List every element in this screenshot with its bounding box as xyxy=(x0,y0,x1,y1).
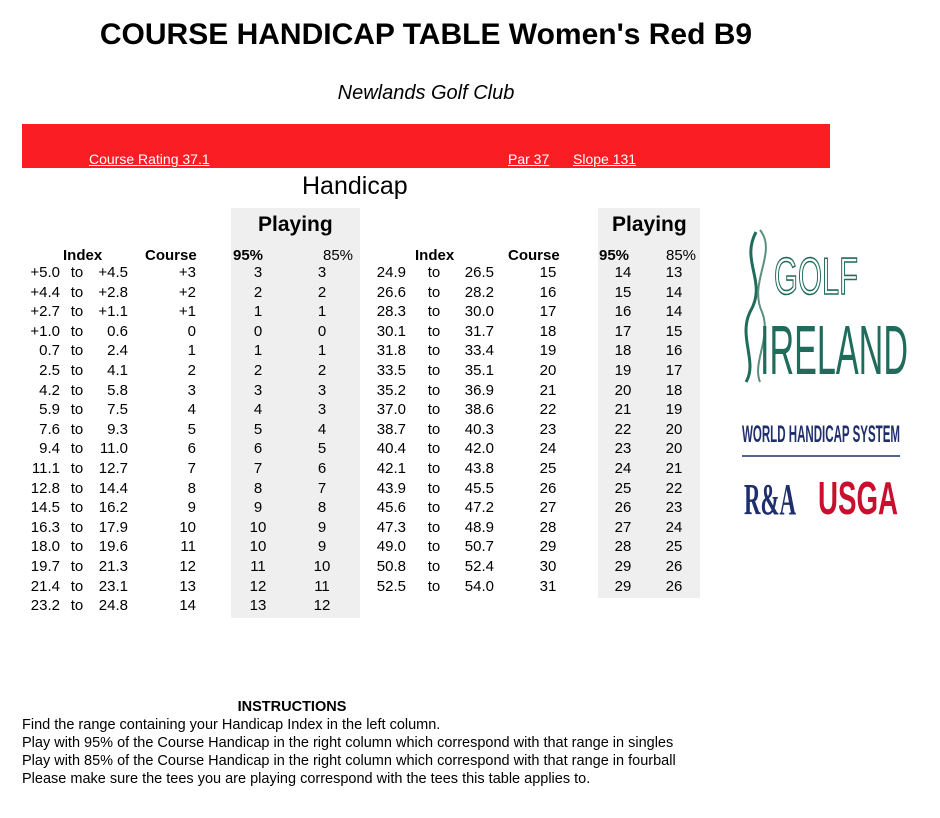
index-from: 18.0 xyxy=(30,538,60,556)
playing-95: 5 xyxy=(253,420,263,438)
index-from: 50.8 xyxy=(376,558,406,575)
index-from: 33.5 xyxy=(376,362,406,379)
instruction-line: Play with 95% of the Course Handicap in the right column which correspond with that range in singles xyxy=(22,735,674,751)
index-from: +5.0 xyxy=(30,264,60,281)
to-word: to xyxy=(70,460,84,477)
index-to: 21.3 xyxy=(98,558,128,575)
index-from: 4.2 xyxy=(39,381,60,399)
playing-95: 29 xyxy=(614,577,632,595)
playing-85: 9 xyxy=(317,538,327,556)
to-word: to xyxy=(70,420,84,438)
index-to: 47.2 xyxy=(464,499,494,517)
playing-85: 20 xyxy=(665,440,683,458)
playing-85: 8 xyxy=(317,499,327,517)
playing-95: 21 xyxy=(614,401,632,419)
index-from: 28.3 xyxy=(376,303,406,321)
index-from: 11.1 xyxy=(31,460,60,477)
course-handicap: +3 xyxy=(178,264,196,281)
index-from: 37.0 xyxy=(376,401,406,419)
to-word: to xyxy=(427,362,441,379)
playing-95: 28 xyxy=(614,538,632,556)
course-handicap: 26 xyxy=(539,479,557,497)
to-word: to xyxy=(70,538,84,556)
index-to: 24.8 xyxy=(98,597,128,615)
to-word: to xyxy=(70,577,84,595)
logo-usga-text: USGA xyxy=(818,472,898,524)
to-word: to xyxy=(427,518,441,536)
table-row xyxy=(0,578,940,597)
index-to: 31.7 xyxy=(464,322,494,340)
header-course-left: Course xyxy=(145,247,197,264)
index-to: 48.9 xyxy=(464,518,494,536)
index-from: 14.5 xyxy=(30,499,60,517)
instruction-line: Play with 85% of the Course Handicap in the right column which correspond with that range in fourball xyxy=(22,753,676,769)
index-to: 28.2 xyxy=(464,283,494,301)
playing-85: 3 xyxy=(317,401,327,419)
to-word: to xyxy=(427,420,441,438)
course-handicap: 7 xyxy=(187,460,196,477)
index-to: 17.9 xyxy=(98,518,128,536)
index-from: 0.7 xyxy=(39,342,60,360)
index-from: 21.4 xyxy=(30,577,60,595)
playing-95: 1 xyxy=(253,303,263,321)
playing-85: 7 xyxy=(317,479,327,497)
playing-85: 19 xyxy=(665,401,683,419)
playing-85: 5 xyxy=(317,440,327,458)
playing-95: 27 xyxy=(614,518,632,536)
index-to: 42.0 xyxy=(464,440,494,458)
playing-85: 9 xyxy=(317,518,327,536)
playing-85: 17 xyxy=(665,362,683,379)
playing-95: 8 xyxy=(253,479,263,497)
index-from: 43.9 xyxy=(376,479,406,497)
course-handicap: 18 xyxy=(539,322,557,340)
index-to: 9.3 xyxy=(107,420,128,438)
course-handicap: 23 xyxy=(539,420,557,438)
playing-95: 0 xyxy=(253,322,263,340)
to-word: to xyxy=(70,499,84,517)
course-handicap: 13 xyxy=(179,577,196,595)
to-word: to xyxy=(427,460,441,477)
table-row xyxy=(0,558,940,577)
header-course-right: Course xyxy=(508,247,560,264)
par-value: Par 37 xyxy=(508,151,550,167)
logo-ireland-text: IRELAND xyxy=(760,311,908,389)
index-from: 52.5 xyxy=(376,577,406,595)
index-from: +4.4 xyxy=(30,283,60,301)
index-to: 23.1 xyxy=(98,577,128,595)
index-from: 45.6 xyxy=(376,499,406,517)
course-handicap: 21 xyxy=(539,381,557,399)
to-word: to xyxy=(427,558,441,575)
to-word: to xyxy=(70,283,84,301)
index-to: 38.6 xyxy=(464,401,494,419)
course-handicap: 31 xyxy=(539,577,557,595)
course-info-band xyxy=(22,124,830,168)
to-word: to xyxy=(427,538,441,556)
playing-85: 14 xyxy=(665,283,683,301)
course-handicap: 1 xyxy=(187,342,196,360)
logo-golf-text: GOLF xyxy=(774,248,858,306)
index-from: 24.9 xyxy=(376,264,406,281)
to-word: to xyxy=(427,303,441,321)
to-word: to xyxy=(70,479,84,497)
playing-85: 23 xyxy=(665,499,683,517)
course-handicap: 6 xyxy=(187,440,196,458)
playing-95: 6 xyxy=(253,440,263,458)
playing-85: 15 xyxy=(665,322,683,340)
index-from: 40.4 xyxy=(376,440,406,458)
playing-95: 7 xyxy=(253,460,263,477)
header-95-right: 95% xyxy=(599,247,630,264)
playing-95: 25 xyxy=(614,479,632,497)
to-word: to xyxy=(70,518,84,536)
playing-95: 9 xyxy=(253,499,263,517)
playing-95: 2 xyxy=(253,283,263,301)
to-word: to xyxy=(427,322,441,340)
course-handicap: 0 xyxy=(187,322,196,340)
course-handicap: 15 xyxy=(539,264,557,281)
playing-85: 18 xyxy=(665,381,683,399)
course-handicap: 28 xyxy=(539,518,557,536)
playing-95: 10 xyxy=(249,518,267,536)
playing-95: 14 xyxy=(614,264,632,281)
to-word: to xyxy=(70,381,84,399)
playing-95: 3 xyxy=(253,264,263,281)
to-word: to xyxy=(70,362,84,379)
header-index-right: Index xyxy=(415,247,455,264)
playing-95: 1 xyxy=(253,342,263,360)
index-to: 11.0 xyxy=(99,440,128,458)
index-from: 23.2 xyxy=(30,597,60,615)
index-to: 33.4 xyxy=(464,342,494,360)
index-to: 40.3 xyxy=(464,420,494,438)
index-from: 26.6 xyxy=(376,283,406,301)
header-85-left: 85% xyxy=(323,247,354,264)
playing-85: 13 xyxy=(665,264,683,281)
index-from: +2.7 xyxy=(30,303,60,321)
playing-85: 4 xyxy=(317,420,327,438)
course-handicap: 10 xyxy=(179,518,196,536)
index-from: +1.0 xyxy=(30,322,60,340)
playing-85: 26 xyxy=(665,577,683,595)
course-handicap: 24 xyxy=(539,440,557,458)
index-to: 7.5 xyxy=(107,401,128,419)
playing-85: 22 xyxy=(665,479,683,497)
index-from: 38.7 xyxy=(376,420,406,438)
to-word: to xyxy=(427,264,441,281)
course-handicap: 22 xyxy=(539,401,557,419)
instruction-line: Please make sure the tees you are playing correspond with the tees this table applies to. xyxy=(22,771,591,787)
header-index-left: Index xyxy=(63,247,103,264)
playing-85: 21 xyxy=(665,460,683,477)
playing-heading-left: Playing xyxy=(258,213,333,236)
to-word: to xyxy=(70,342,84,360)
to-word: to xyxy=(427,499,441,517)
playing-95: 18 xyxy=(614,342,632,360)
playing-heading-right: Playing xyxy=(612,213,687,236)
index-to: 36.9 xyxy=(464,381,494,399)
index-from: 19.7 xyxy=(30,558,60,575)
course-handicap: 30 xyxy=(539,558,557,575)
playing-85: 1 xyxy=(317,342,327,360)
playing-85: 14 xyxy=(665,303,683,321)
to-word: to xyxy=(427,381,441,399)
index-to: 19.6 xyxy=(98,538,128,556)
course-handicap: 29 xyxy=(539,538,557,556)
playing-95: 19 xyxy=(614,362,632,379)
to-word: to xyxy=(427,577,441,595)
index-to: 50.7 xyxy=(464,538,494,556)
playing-85: 26 xyxy=(665,558,683,575)
header-85-right: 85% xyxy=(666,247,697,264)
playing-95: 26 xyxy=(614,499,632,517)
index-to: 45.5 xyxy=(464,479,494,497)
playing-85: 0 xyxy=(317,322,327,340)
course-handicap: 17 xyxy=(539,303,557,321)
to-word: to xyxy=(70,303,84,321)
course-handicap: 12 xyxy=(179,558,196,575)
logo-ra-text: R&A xyxy=(744,475,797,524)
to-word: to xyxy=(427,401,441,419)
index-from: 2.5 xyxy=(39,362,60,379)
playing-95: 13 xyxy=(249,597,267,615)
slope-value: Slope 131 xyxy=(573,151,637,167)
index-from: 16.3 xyxy=(30,518,60,536)
playing-85: 16 xyxy=(665,342,683,360)
playing-95: 24 xyxy=(614,460,632,477)
course-handicap: 2 xyxy=(187,362,196,379)
index-to: 12.7 xyxy=(98,460,128,477)
playing-85: 6 xyxy=(317,460,327,477)
index-to: +1.1 xyxy=(98,303,128,321)
index-to: 16.2 xyxy=(98,499,128,517)
playing-85: 11 xyxy=(314,577,330,595)
playing-95: 11 xyxy=(250,558,266,575)
course-handicap: 5 xyxy=(187,420,196,438)
index-to: 2.4 xyxy=(107,342,128,360)
playing-95: 3 xyxy=(253,381,263,399)
index-from: 42.1 xyxy=(376,460,406,477)
index-to: 26.5 xyxy=(464,264,494,281)
playing-95: 29 xyxy=(614,558,632,575)
course-handicap: 27 xyxy=(539,499,557,517)
index-to: 0.6 xyxy=(107,322,128,340)
course-handicap: 25 xyxy=(539,460,557,477)
table-row xyxy=(0,538,940,557)
index-to: +4.5 xyxy=(98,264,128,281)
handicap-heading: Handicap xyxy=(302,172,408,200)
playing-95: 16 xyxy=(614,303,632,321)
club-name: Newlands Golf Club xyxy=(337,82,515,104)
course-rating: Course Rating 37.1 xyxy=(89,151,210,167)
golf-swirl-icon xyxy=(746,232,756,382)
course-handicap: 20 xyxy=(539,362,557,379)
to-word: to xyxy=(70,401,84,419)
playing-95: 17 xyxy=(614,322,632,340)
course-handicap: 4 xyxy=(187,401,196,419)
playing-95: 23 xyxy=(614,440,632,458)
playing-85: 1 xyxy=(317,303,327,321)
to-word: to xyxy=(70,440,84,458)
course-handicap: +1 xyxy=(178,303,196,321)
index-from: 30.1 xyxy=(376,322,406,340)
index-from: 35.2 xyxy=(376,381,406,399)
playing-85: 25 xyxy=(665,538,683,556)
to-word: to xyxy=(427,283,441,301)
index-from: 31.8 xyxy=(376,342,406,360)
index-to: 52.4 xyxy=(464,558,494,575)
logo-whs-text: WORLD HANDICAP SYSTEM xyxy=(742,421,900,448)
course-handicap: 14 xyxy=(179,597,196,615)
playing-85: 12 xyxy=(313,597,331,615)
index-to: 30.0 xyxy=(464,303,494,321)
index-from: 9.4 xyxy=(39,440,60,458)
playing-85: 3 xyxy=(317,381,327,399)
course-handicap: 11 xyxy=(180,538,196,556)
to-word: to xyxy=(70,558,84,575)
header-95-left: 95% xyxy=(233,247,264,264)
playing-85: 10 xyxy=(313,558,331,575)
golf-ireland-whs-logo xyxy=(738,222,918,532)
index-to: 14.4 xyxy=(98,479,128,497)
playing-85: 3 xyxy=(317,264,327,281)
course-handicap: +2 xyxy=(178,283,196,301)
playing-85: 20 xyxy=(665,420,683,438)
index-to: 43.8 xyxy=(464,460,494,477)
to-word: to xyxy=(427,440,441,458)
index-from: 49.0 xyxy=(376,538,406,556)
index-from: 5.9 xyxy=(39,401,60,419)
course-handicap: 9 xyxy=(187,499,196,517)
course-handicap: 8 xyxy=(187,479,196,497)
page-title: COURSE HANDICAP TABLE Women's Red B9 xyxy=(99,18,753,51)
table-row xyxy=(0,597,940,616)
instruction-line: Find the range containing your Handicap Index in the left column. xyxy=(22,717,441,733)
index-to: 5.8 xyxy=(107,381,128,399)
playing-85: 2 xyxy=(317,283,327,301)
index-to: 54.0 xyxy=(464,577,494,595)
playing-95: 10 xyxy=(249,538,267,556)
to-word: to xyxy=(427,342,441,360)
playing-95: 12 xyxy=(249,577,267,595)
to-word: to xyxy=(427,479,441,497)
playing-95: 2 xyxy=(253,362,263,379)
index-to: +2.8 xyxy=(98,283,128,301)
index-from: 47.3 xyxy=(376,518,406,536)
to-word: to xyxy=(70,597,84,615)
playing-95: 22 xyxy=(614,420,632,438)
playing-85: 24 xyxy=(665,518,683,536)
course-handicap: 16 xyxy=(539,283,557,301)
playing-85: 2 xyxy=(317,362,327,379)
instructions-heading: INSTRUCTIONS xyxy=(237,699,347,715)
playing-95: 15 xyxy=(614,283,632,301)
instructions-block xyxy=(22,698,742,788)
index-to: 4.1 xyxy=(107,362,128,379)
to-word: to xyxy=(70,322,84,340)
course-handicap: 3 xyxy=(187,381,196,399)
index-from: 7.6 xyxy=(39,420,60,438)
playing-95: 20 xyxy=(614,381,632,399)
index-to: 35.1 xyxy=(464,362,494,379)
playing-95: 4 xyxy=(253,401,263,419)
index-from: 12.8 xyxy=(30,479,60,497)
to-word: to xyxy=(70,264,84,281)
course-handicap: 19 xyxy=(539,342,557,360)
